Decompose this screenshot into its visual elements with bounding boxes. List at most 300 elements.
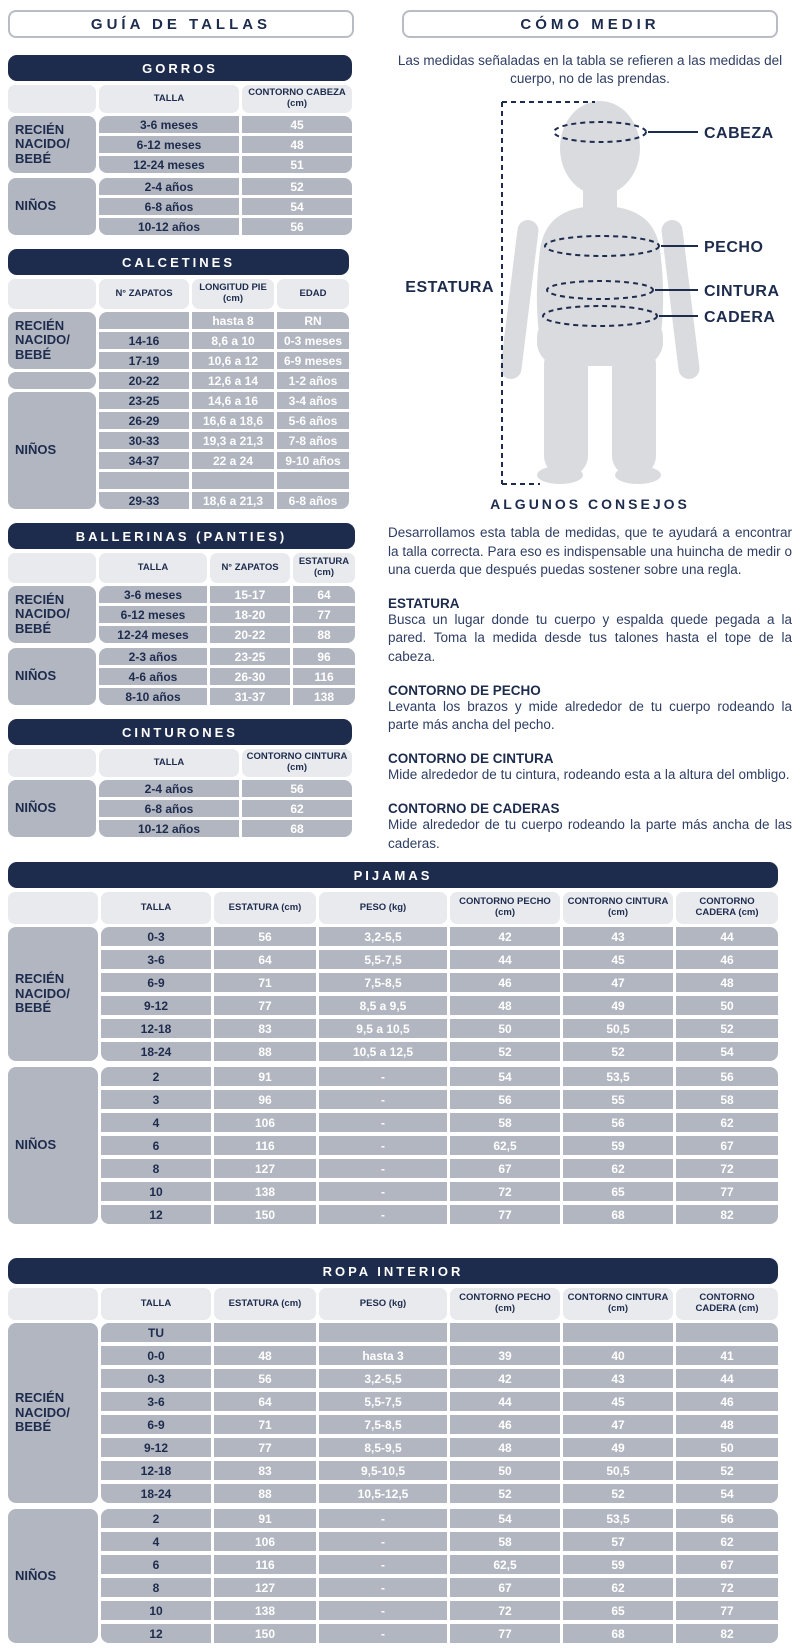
table-row	[99, 688, 355, 705]
table-cell: 56	[676, 1067, 778, 1086]
table-row	[99, 648, 355, 665]
group-label	[8, 372, 96, 389]
table-cell: 42	[450, 927, 560, 946]
table-row	[99, 392, 349, 409]
cinturones-group-labels	[8, 780, 96, 837]
group-label: RECIÉN NACIDO/ BEBÉ	[8, 927, 98, 1061]
table-cell: 48	[450, 1438, 560, 1457]
table-cell: 83	[214, 1461, 316, 1480]
column-header: ESTATURA (cm)	[214, 1288, 316, 1320]
column-header: CONTORNO CADERA (cm)	[676, 892, 778, 924]
tips-title: ALGUNOS CONSEJOS	[490, 496, 690, 513]
table-cell: 14,6 a 16	[192, 392, 274, 409]
table-cell: 88	[214, 1042, 316, 1061]
table-cell	[450, 1323, 560, 1342]
table-cell: 44	[450, 950, 560, 969]
column-header: CONTORNO CADERA (cm)	[676, 1288, 778, 1320]
column-header: N° ZAPATOS	[99, 279, 189, 309]
table-cell: 82	[676, 1205, 778, 1224]
ropa-interior-table	[8, 1258, 778, 1643]
group-label: RECIÉN NACIDO/ BEBÉ	[8, 1323, 98, 1503]
table-cell: 116	[214, 1136, 316, 1155]
table-cell: 50	[676, 996, 778, 1015]
table-cell: -	[319, 1509, 447, 1528]
table-cell: 22 a 24	[192, 452, 274, 469]
table-cell: 116	[293, 668, 355, 685]
table-cell: 3-6 meses	[99, 116, 239, 133]
table-cell: 3-6	[101, 950, 211, 969]
table-cell: 7-8 años	[277, 432, 349, 449]
table-cell: 30-33	[99, 432, 189, 449]
column-header: PESO (kg)	[319, 1288, 447, 1320]
row-group	[101, 927, 778, 1061]
table-cell: 150	[214, 1205, 316, 1224]
table-cell: 10	[101, 1601, 211, 1620]
table-cell: 48	[242, 136, 352, 153]
table-cell: 54	[450, 1509, 560, 1528]
table-cell: 71	[214, 973, 316, 992]
table-cell: 62	[242, 800, 352, 817]
table-cell: 52	[676, 1019, 778, 1038]
table-cell: 45	[242, 116, 352, 133]
cinturones-body	[8, 780, 352, 837]
table-cell: 96	[293, 648, 355, 665]
table-cell: 4-6 años	[99, 668, 207, 685]
tip-section-estatura	[388, 596, 792, 666]
table-cell: 82	[676, 1624, 778, 1643]
table-row	[99, 452, 349, 469]
table-cell: 15-17	[210, 586, 290, 603]
row-group	[101, 1323, 778, 1503]
table-row	[99, 626, 355, 643]
table-cell: 46	[450, 973, 560, 992]
table-cell: 52	[450, 1484, 560, 1503]
table-cell: 96	[214, 1090, 316, 1109]
table-cell: 46	[676, 1392, 778, 1411]
table-cell: 12	[101, 1205, 211, 1224]
table-cell: 52	[242, 178, 352, 195]
page-title: GUÍA DE TALLAS	[8, 10, 354, 38]
table-cell: 2-3 años	[99, 648, 207, 665]
cabeza-label: CABEZA	[704, 125, 774, 143]
table-cell: 72	[676, 1578, 778, 1597]
how-to-measure-column	[388, 10, 792, 853]
column-header: TALLA	[101, 1288, 211, 1320]
group-label: NIÑOS	[8, 648, 96, 705]
group-label: NIÑOS	[8, 392, 96, 509]
row-group	[99, 780, 352, 837]
table-cell: 10,6 a 12	[192, 352, 274, 369]
table-cell: 1-2 años	[277, 372, 349, 389]
cinturones-section-bar: CINTURONES	[8, 719, 352, 745]
table-row	[101, 1205, 778, 1224]
pijamas-body	[8, 927, 778, 1224]
column-header: CONTORNO CABEZA (cm)	[242, 85, 352, 113]
cinturones-table	[8, 719, 352, 837]
table-cell: 0-3	[101, 1369, 211, 1388]
ropa_interior-section-bar: ROPA INTERIOR	[8, 1258, 778, 1284]
table-row	[99, 312, 349, 329]
table-cell: 6-9 meses	[277, 352, 349, 369]
row-group	[99, 648, 355, 705]
table-cell: 6-9	[101, 1415, 211, 1434]
ropa_interior-group-labels	[8, 1323, 98, 1643]
table-cell: 51	[242, 156, 352, 173]
table-row	[99, 668, 355, 685]
table-row	[101, 996, 778, 1015]
table-row	[101, 1509, 778, 1528]
table-cell: 6	[101, 1555, 211, 1574]
table-cell: 3	[101, 1090, 211, 1109]
pijamas-table	[8, 862, 778, 1224]
table-cell: 6-8 años	[277, 492, 349, 509]
child-silhouette	[499, 101, 700, 484]
table-cell: 8	[101, 1159, 211, 1178]
group-label: NIÑOS	[8, 178, 96, 235]
table-cell: 7,5-8,5	[319, 1415, 447, 1434]
corner-cell	[8, 1288, 98, 1320]
table-cell: 62	[676, 1113, 778, 1132]
table-cell: 52	[563, 1484, 673, 1503]
table-cell: 62,5	[450, 1555, 560, 1574]
table-cell: 47	[563, 973, 673, 992]
table-cell: 77	[450, 1205, 560, 1224]
column-header: ESTATURA (cm)	[214, 892, 316, 924]
table-cell: 49	[563, 1438, 673, 1457]
table-cell: -	[319, 1532, 447, 1551]
table-cell: -	[319, 1555, 447, 1574]
table-row	[99, 116, 352, 133]
corner-cell	[8, 892, 98, 924]
table-cell: 56	[242, 780, 352, 797]
table-row	[101, 1461, 778, 1480]
table-cell: -	[319, 1624, 447, 1643]
table-cell: 17-19	[99, 352, 189, 369]
row-group	[99, 312, 349, 509]
column-header: N° ZAPATOS	[210, 553, 290, 583]
table-row	[99, 352, 349, 369]
table-cell: 8,5-9,5	[319, 1438, 447, 1457]
table-cell: 10,5 a 12,5	[319, 1042, 447, 1061]
table-cell: 12	[101, 1624, 211, 1643]
table-cell: 8	[101, 1578, 211, 1597]
table-cell: 9,5 a 10,5	[319, 1019, 447, 1038]
table-cell: 58	[450, 1532, 560, 1551]
table-cell: 18-24	[101, 1042, 211, 1061]
table-cell: 68	[563, 1624, 673, 1643]
table-cell: 9,5-10,5	[319, 1461, 447, 1480]
table-cell	[99, 312, 189, 329]
pijamas-section-bar: PIJAMAS	[8, 862, 778, 888]
table-cell: 23-25	[99, 392, 189, 409]
table-row	[99, 586, 355, 603]
table-cell: 67	[450, 1159, 560, 1178]
table-cell: 12-24 meses	[99, 626, 207, 643]
table-row	[101, 1019, 778, 1038]
table-cell: 58	[676, 1090, 778, 1109]
table-cell: -	[319, 1182, 447, 1201]
table-row	[101, 1067, 778, 1086]
tip-heading: CONTORNO DE PECHO	[388, 682, 541, 698]
table-cell: 46	[450, 1415, 560, 1434]
table-cell: 10,5-12,5	[319, 1484, 447, 1503]
table-row	[101, 1369, 778, 1388]
table-cell: hasta 3	[319, 1346, 447, 1365]
table-row	[101, 1601, 778, 1620]
table-row	[101, 1392, 778, 1411]
calcetines-rows-area	[99, 312, 349, 509]
table-cell: 4	[101, 1532, 211, 1551]
table-cell: 54	[242, 198, 352, 215]
table-row	[99, 372, 349, 389]
table-cell: 72	[450, 1601, 560, 1620]
table-cell: 6	[101, 1136, 211, 1155]
table-cell: 0-3	[101, 927, 211, 946]
pijamas-rows-area	[101, 927, 778, 1224]
table-cell: 48	[214, 1346, 316, 1365]
tip-body: Mide alrededor de tu cintura, rodeando esta a la altura del ombligo.	[388, 767, 790, 783]
ballerinas-body	[8, 586, 355, 705]
group-label: RECIÉN NACIDO/ BEBÉ	[8, 116, 96, 173]
table-cell: 106	[214, 1532, 316, 1551]
table-cell: 3-4 años	[277, 392, 349, 409]
calcetines-column-headers	[8, 279, 349, 309]
gorros-body	[8, 116, 352, 235]
table-cell: 64	[214, 1392, 316, 1411]
table-cell: 56	[214, 1369, 316, 1388]
column-header: ESTATURA (cm)	[293, 553, 355, 583]
table-cell	[214, 1323, 316, 1342]
column-header: TALLA	[99, 85, 239, 113]
table-cell: 0-0	[101, 1346, 211, 1365]
table-cell: 41	[676, 1346, 778, 1365]
cintura-label: CINTURA	[704, 283, 780, 301]
ropa_interior-body	[8, 1323, 778, 1643]
table-cell: 56	[214, 927, 316, 946]
column-header: PESO (kg)	[319, 892, 447, 924]
table-cell: 12,6 a 14	[192, 372, 274, 389]
table-row	[99, 432, 349, 449]
table-cell: 3-6	[101, 1392, 211, 1411]
table-cell: 50	[450, 1461, 560, 1480]
table-cell: 50	[450, 1019, 560, 1038]
tip-body: Levanta los brazos y mide alrededor de tu cuerpo rodeando la parte más ancha del pecho.	[388, 698, 792, 732]
table-cell: 5,5-7,5	[319, 950, 447, 969]
table-cell: 127	[214, 1159, 316, 1178]
table-cell	[277, 472, 349, 489]
table-cell: 7,5-8,5	[319, 973, 447, 992]
table-cell: 18,6 a 21,3	[192, 492, 274, 509]
table-cell: 44	[676, 927, 778, 946]
group-label: RECIÉN NACIDO/ BEBÉ	[8, 586, 96, 643]
table-row	[101, 1415, 778, 1434]
table-cell: 19,3 a 21,3	[192, 432, 274, 449]
table-cell: 62	[676, 1532, 778, 1551]
calcetines-table	[8, 249, 349, 509]
table-row	[99, 800, 352, 817]
table-cell: 12-18	[101, 1461, 211, 1480]
table-cell: 6-8 años	[99, 800, 239, 817]
column-header: CONTORNO PECHO (cm)	[450, 1288, 560, 1320]
table-cell: 77	[450, 1624, 560, 1643]
table-cell: 64	[293, 586, 355, 603]
tip-body: Mide alrededor de tu cuerpo rodeando la parte más ancha de las caderas.	[388, 817, 792, 851]
table-row	[101, 1555, 778, 1574]
group-label: RECIÉN NACIDO/ BEBÉ	[8, 312, 96, 369]
table-cell: 10	[101, 1182, 211, 1201]
tip-section-cintura	[388, 751, 792, 784]
pecho-label: PECHO	[704, 239, 764, 257]
table-row	[101, 1532, 778, 1551]
table-cell: 65	[563, 1601, 673, 1620]
table-cell: 54	[676, 1042, 778, 1061]
column-header: CONTORNO CINTURA (cm)	[563, 1288, 673, 1320]
table-cell: -	[319, 1067, 447, 1086]
table-cell: 48	[676, 973, 778, 992]
table-cell: 48	[676, 1415, 778, 1434]
table-cell: 3-6 meses	[99, 586, 207, 603]
measure-intro-text: Las medidas señaladas en la tabla se refieren a las medidas del cuerpo, no de las prendas.	[397, 53, 783, 87]
table-cell: 52	[676, 1461, 778, 1480]
table-row	[101, 1346, 778, 1365]
table-cell: 44	[676, 1369, 778, 1388]
table-cell: 116	[214, 1555, 316, 1574]
table-row	[101, 950, 778, 969]
table-row	[101, 1182, 778, 1201]
table-row	[101, 1624, 778, 1643]
gorros-rows-area	[99, 116, 352, 235]
table-row	[99, 178, 352, 195]
cinturones-rows-area	[99, 780, 352, 837]
body-measurement-diagram	[390, 94, 790, 492]
table-row	[99, 156, 352, 173]
table-cell: 59	[563, 1136, 673, 1155]
table-cell: 42	[450, 1369, 560, 1388]
table-cell: 62	[563, 1159, 673, 1178]
table-row	[99, 472, 349, 489]
table-cell: 14-16	[99, 332, 189, 349]
table-cell	[563, 1323, 673, 1342]
table-cell: 67	[676, 1136, 778, 1155]
column-header: TALLA	[99, 749, 239, 777]
column-header: TALLA	[101, 892, 211, 924]
table-cell: 50,5	[563, 1019, 673, 1038]
table-row	[101, 1090, 778, 1109]
table-row	[99, 136, 352, 153]
table-cell: 26-30	[210, 668, 290, 685]
tip-heading: CONTORNO DE CINTURA	[388, 751, 554, 767]
row-group	[101, 1067, 778, 1224]
table-cell: 5-6 años	[277, 412, 349, 429]
column-header: CONTORNO PECHO (cm)	[450, 892, 560, 924]
table-cell: 43	[563, 927, 673, 946]
table-cell: 91	[214, 1509, 316, 1528]
table-cell: 68	[563, 1205, 673, 1224]
table-cell: 6-8 años	[99, 198, 239, 215]
table-cell: 91	[214, 1067, 316, 1086]
cadera-label: CADERA	[704, 309, 776, 327]
table-cell: 44	[450, 1392, 560, 1411]
table-cell: 72	[450, 1182, 560, 1201]
table-cell: 49	[563, 996, 673, 1015]
table-cell: 6-9	[101, 973, 211, 992]
table-cell: 138	[214, 1182, 316, 1201]
tip-section-caderas	[388, 801, 792, 852]
table-cell: 88	[293, 626, 355, 643]
table-cell: 40	[563, 1346, 673, 1365]
table-row	[99, 492, 349, 509]
table-cell: 64	[214, 950, 316, 969]
table-cell: 10-12 años	[99, 218, 239, 235]
gorros-section-bar: GORROS	[8, 55, 352, 81]
table-cell: 67	[676, 1555, 778, 1574]
table-cell: 23-25	[210, 648, 290, 665]
tip-section-pecho	[388, 683, 792, 734]
table-row	[101, 1484, 778, 1503]
table-cell: 106	[214, 1113, 316, 1132]
table-cell: 53,5	[563, 1067, 673, 1086]
table-cell: 62	[563, 1578, 673, 1597]
ballerinas-table	[8, 523, 355, 705]
table-cell: 20-22	[99, 372, 189, 389]
group-label: NIÑOS	[8, 1067, 98, 1224]
table-cell: 52	[563, 1042, 673, 1061]
table-cell: 43	[563, 1369, 673, 1388]
table-cell: 2	[101, 1509, 211, 1528]
table-row	[99, 332, 349, 349]
tables-column	[8, 10, 354, 851]
table-cell: 5,5-7,5	[319, 1392, 447, 1411]
table-cell: 2-4 años	[99, 178, 239, 195]
corner-cell	[8, 85, 96, 113]
ropa_interior-column-headers	[8, 1288, 778, 1320]
table-row	[99, 606, 355, 623]
table-cell: 46	[676, 950, 778, 969]
table-row	[101, 1159, 778, 1178]
table-cell: 48	[450, 996, 560, 1015]
table-row	[101, 1323, 778, 1342]
row-group	[99, 586, 355, 643]
column-header: CONTORNO CINTURA (cm)	[242, 749, 352, 777]
table-cell: 20-22	[210, 626, 290, 643]
table-cell: 77	[676, 1182, 778, 1201]
table-cell: 8,6 a 10	[192, 332, 274, 349]
table-cell: 56	[450, 1090, 560, 1109]
table-cell: 68	[242, 820, 352, 837]
table-cell: 83	[214, 1019, 316, 1038]
ballerinas-column-headers	[8, 553, 355, 583]
table-cell: TU	[101, 1323, 211, 1342]
ballerinas-section-bar: BALLERINAS (PANTIES)	[8, 523, 355, 549]
row-group	[99, 178, 352, 235]
tip-heading: ESTATURA	[388, 596, 460, 612]
how-to-measure-title: CÓMO MEDIR	[402, 10, 778, 38]
table-cell: 67	[450, 1578, 560, 1597]
table-cell: 26-29	[99, 412, 189, 429]
table-cell: 9-10 años	[277, 452, 349, 469]
column-header: LONGITUD PIE (cm)	[192, 279, 274, 309]
table-cell: 77	[214, 1438, 316, 1457]
table-row	[101, 927, 778, 946]
table-cell: 2	[101, 1067, 211, 1086]
table-cell: 18-24	[101, 1484, 211, 1503]
table-row	[101, 1042, 778, 1061]
ropa_interior-rows-area	[101, 1323, 778, 1643]
table-cell: -	[319, 1578, 447, 1597]
table-cell: 45	[563, 1392, 673, 1411]
group-label: NIÑOS	[8, 780, 96, 837]
table-cell: 3,2-5,5	[319, 1369, 447, 1388]
